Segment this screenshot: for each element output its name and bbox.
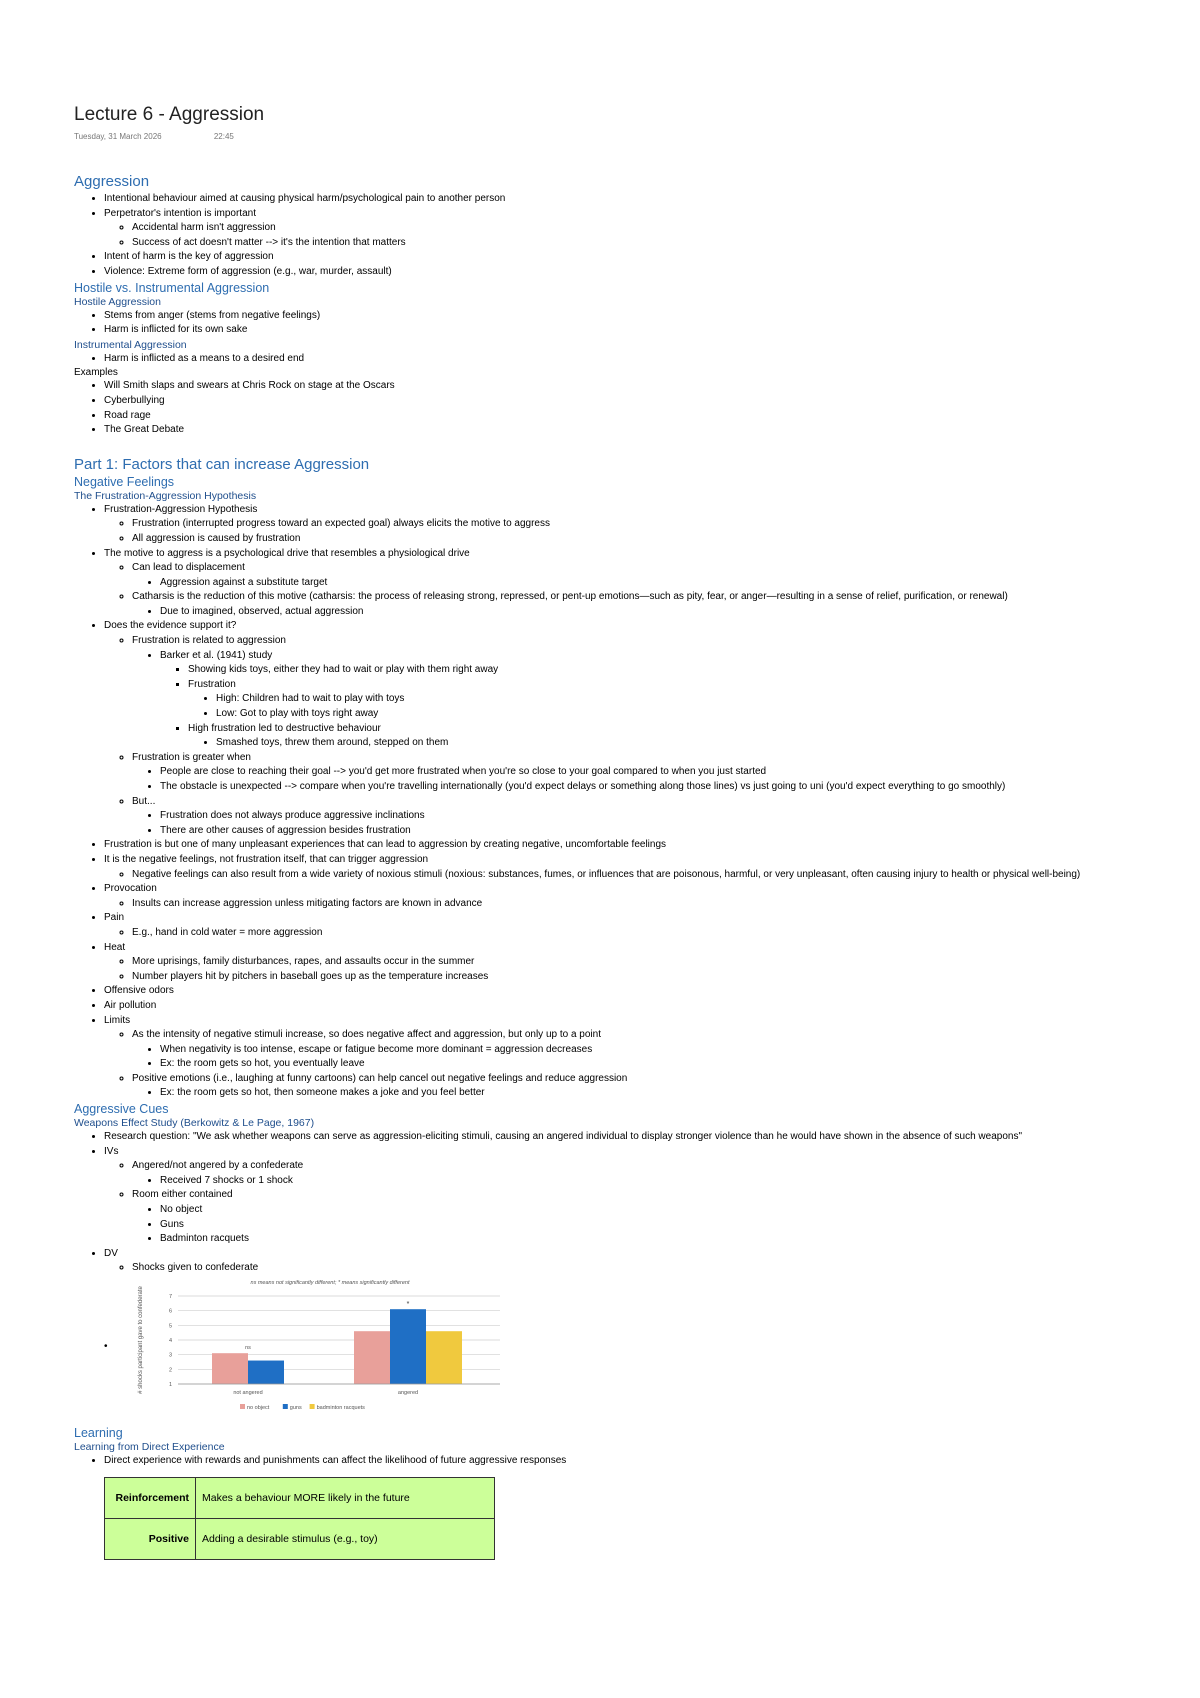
list-item: ◦ Positive emotions (i.e., laughing at funny cartoons) can help cancel out negative feelings and reduce aggression • Ex: the room gets so hot, then someone makes a joke and you feel better xyxy=(132,1072,1134,1101)
list-item: • Road rage xyxy=(104,409,1134,424)
legend-label: badminton racquets xyxy=(316,1405,365,1411)
examples-label: Examples xyxy=(74,367,118,379)
bar xyxy=(390,1309,426,1384)
list-item: ▪ High frustration led to destructive behaviour • Smashed toys, threw them around, stepped on them xyxy=(188,722,1134,751)
list-item: • Pain ◦ E.g., hand in cold water = more aggression xyxy=(104,911,1134,940)
note-page xyxy=(74,104,1134,1560)
table-cell: Adding a desirable stimulus (e.g., toy) xyxy=(196,1518,495,1559)
list-item: • When negativity is too intense, escape or fatigue become more dominant = aggression decreases xyxy=(160,1043,1134,1058)
bar xyxy=(426,1331,462,1384)
heading-instrumental: Instrumental Aggression xyxy=(74,338,187,351)
heading-weapons-study: Weapons Effect Study (Berkowitz & Le Page, 1967) xyxy=(74,1117,315,1130)
heading-part1: Part 1: Factors that can increase Aggression xyxy=(74,455,370,473)
instrumental-list xyxy=(74,352,1134,367)
list-item: • Harm is inflicted as a means to a desired end xyxy=(104,352,1134,367)
list-item: ◦ More uprisings, family disturbances, rapes, and assaults occur in the summer xyxy=(132,955,1134,970)
y-tick-label: 3 xyxy=(168,1352,172,1359)
heading-direct-experience: Learning from Direct Experience xyxy=(74,1441,225,1453)
list-item: • Frustration does not always produce aggressive inclinations xyxy=(160,809,1134,824)
y-tick-label: 6 xyxy=(168,1308,172,1315)
y-tick-label: 7 xyxy=(168,1294,172,1300)
list-item: • High: Children had to wait to play with toys xyxy=(216,692,1134,707)
list-item: ◦ Shocks given to confederate xyxy=(132,1261,1134,1276)
date-text: Tuesday, 31 March 2026 xyxy=(74,132,162,141)
learning-list xyxy=(74,1454,1134,1469)
page-title: Lecture 6 - Aggression xyxy=(74,104,265,125)
chart-list-item xyxy=(104,1276,1134,1416)
y-tick-label: 4 xyxy=(168,1338,172,1344)
list-item: ◦ All aggression is caused by frustration xyxy=(132,532,1134,547)
heading-negative-feelings: Negative Feelings xyxy=(74,474,175,489)
list-item: • Harm is inflicted for its own sake xyxy=(104,323,1134,338)
list-item: ◦ As the intensity of negative stimuli increase, so does negative affect and aggression, but only up to a point • When negativity is too intense, escape or fatigue become more dominant = aggression decreases • Ex: the room gets so hot, you eventually leave xyxy=(132,1028,1134,1072)
list-item: • Guns xyxy=(160,1218,1134,1233)
list-item: ▪ Showing kids toys, either they had to wait or play with them right away xyxy=(188,663,1134,678)
list-item: • Frustration-Aggression Hypothesis ◦ Frustration (interrupted progress toward an expected goal) always elicits the motive to aggress ◦ All aggression is caused by frustration xyxy=(104,503,1134,547)
list-item: ◦ Frustration is related to aggression • Barker et al. (1941) study ▪ Showing kids toys, either they had to wait or play with them right away ▪ Frustration • High: Children had to wait to play with toys • Low: Got to play with toys right away ▪ High frustration led to destructive behaviour • Smashed toys, threw them around, stepped on them xyxy=(132,634,1134,751)
bullet: • xyxy=(104,1340,108,1352)
hostile-list xyxy=(74,309,1134,338)
list-item: • The Great Debate xyxy=(104,423,1134,438)
list-item: ▪ Frustration • High: Children had to wait to play with toys • Low: Got to play with toys right away xyxy=(188,678,1134,722)
list-item: ◦ Insults can increase aggression unless mitigating factors are known in advance xyxy=(132,897,1134,912)
list-item: • Will Smith slaps and swears at Chris Rock on stage at the Oscars xyxy=(104,379,1134,394)
list-item: • Violence: Extreme form of aggression (e.g., war, murder, assault) xyxy=(104,265,1134,280)
list-item: • Stems from anger (stems from negative feelings) xyxy=(104,309,1134,324)
date-stamp xyxy=(74,132,1134,141)
x-tick-label: angered xyxy=(397,1390,419,1396)
list-item: • The obstacle is unexpected --> compare when you're travelling internationally (you'd expect delays or something along those lines) vs just going to uni (you'd expect everything to go smoothly) xyxy=(160,780,1134,795)
list-item: • Air pollution xyxy=(104,999,1134,1014)
list-item: • Research question: "We ask whether weapons can serve as aggression-eliciting stimuli, causing an angered individual to display stronger violence than he would have shown in the absence of such weapons" xyxy=(104,1130,1134,1145)
list-item: • No object xyxy=(160,1203,1134,1218)
heading-aggression: Aggression xyxy=(74,173,150,190)
list-item: ◦ Frustration (interrupted progress toward an expected goal) always elicits the motive to aggress xyxy=(132,517,1134,532)
chart-title: ns means not significantly different; * means significantly different xyxy=(250,1280,410,1286)
list-item: • People are close to reaching their goal --> you'd get more frustrated when you're so close to your goal compared to when you just started xyxy=(160,765,1134,780)
list-item: ◦ Can lead to displacement • Aggression against a substitute target xyxy=(132,561,1134,590)
list-item: ◦ But... • Frustration does not always produce aggressive inclinations • There are other causes of aggression besides frustration xyxy=(132,795,1134,839)
y-tick-label: 1 xyxy=(168,1382,172,1388)
x-tick-label: not angered xyxy=(233,1390,263,1396)
examples-list xyxy=(74,379,1134,437)
heading-aggressive-cues: Aggressive Cues xyxy=(74,1102,169,1117)
list-item: • Smashed toys, threw them around, stepped on them xyxy=(216,736,1134,751)
bar xyxy=(354,1331,390,1384)
list-item: ◦ Room either contained • No object • Guns • Badminton racquets xyxy=(132,1188,1134,1246)
list-item: • Aggression against a substitute target xyxy=(160,576,1134,591)
list-item: • Ex: the room gets so hot, you eventually leave xyxy=(160,1057,1134,1072)
list-item: ◦ Negative feelings can also result from a wide variety of noxious stimuli (noxious: substances, fumes, or influences that are poisonous, harmful, or very unpleasant, often causing injury to health or physical well-being) xyxy=(132,868,1134,883)
list-item: • Barker et al. (1941) study ▪ Showing kids toys, either they had to wait or play with them right away ▪ Frustration • High: Children had to wait to play with toys • Low: Got to play with toys right away ▪ High frustration led to destructive behaviour • Smashed toys, threw them around, stepped on them xyxy=(160,649,1134,751)
list-item: ◦ Number players hit by pitchers in baseball goes up as the temperature increases xyxy=(132,970,1134,985)
legend-swatch xyxy=(283,1404,288,1409)
list-item: ◦ Frustration is greater when • People are close to reaching their goal --> you'd get more frustrated when you're so close to your goal compared to when you just started • The obstacle is unexpected --> compare when you're travelling internationally (you'd expect delays or something along those lines) vs just going to uni (you'd expect everything to go smoothly) xyxy=(132,751,1134,795)
cues-list xyxy=(74,1130,1134,1276)
table-row xyxy=(105,1518,495,1559)
list-item: • There are other causes of aggression besides frustration xyxy=(160,824,1134,839)
list-item: ◦ Angered/not angered by a confederate • Received 7 shocks or 1 shock xyxy=(132,1159,1134,1188)
list-item: ◦ Accidental harm isn't aggression xyxy=(132,221,1134,236)
list-item: • Ex: the room gets so hot, then someone makes a joke and you feel better xyxy=(160,1086,1134,1101)
list-item: • IVs ◦ Angered/not angered by a confederate • Received 7 shocks or 1 shock ◦ Room either contained • No object • Guns • Badminton racquets xyxy=(104,1145,1134,1247)
list-item: • Low: Got to play with toys right away xyxy=(216,707,1134,722)
weapons-effect-chart xyxy=(130,1276,510,1416)
heading-frustration-aggression: The Frustration-Aggression Hypothesis xyxy=(74,489,257,502)
y-axis-label: # shocks participant gave to confederate xyxy=(138,1286,144,1394)
list-item: • Badminton racquets xyxy=(160,1232,1134,1247)
time-text: 22:45 xyxy=(213,132,234,141)
reinforcement-table xyxy=(104,1477,495,1560)
annotation-ns: ns xyxy=(245,1345,251,1352)
list-item: • Heat ◦ More uprisings, family disturbances, rapes, and assaults occur in the summer ◦ Number players hit by pitchers in baseball goes up as the temperature increases xyxy=(104,941,1134,985)
list-item: • Provocation ◦ Insults can increase aggression unless mitigating factors are known in advance xyxy=(104,882,1134,911)
list-item: • Received 7 shocks or 1 shock xyxy=(160,1174,1134,1189)
list-item: ◦ Success of act doesn't matter --> it's the intention that matters xyxy=(132,236,1134,251)
list-item: • Frustration is but one of many unpleasant experiences that can lead to aggression by creating negative, uncomfortable feelings xyxy=(104,838,1134,853)
frustration-list xyxy=(74,503,1134,1101)
bar xyxy=(248,1361,284,1384)
list-item: • Perpetrator's intention is important ◦ Accidental harm isn't aggression ◦ Success of act doesn't matter --> it's the intention that matters xyxy=(104,207,1134,251)
annotation-star: * xyxy=(406,1301,410,1309)
heading-hostile: Hostile Aggression xyxy=(74,295,161,308)
table-cell: Positive xyxy=(105,1518,196,1559)
legend-swatch xyxy=(310,1404,315,1409)
list-item: • Direct experience with rewards and punishments can affect the likelihood of future aggressive responses xyxy=(104,1454,1134,1469)
list-item: • Due to imagined, observed, actual aggression xyxy=(160,605,1134,620)
list-item: • Intentional behaviour aimed at causing physical harm/psychological pain to another person xyxy=(104,192,1134,207)
list-item: ◦ E.g., hand in cold water = more aggression xyxy=(132,926,1134,941)
list-item: • DV ◦ Shocks given to confederate xyxy=(104,1247,1134,1276)
heading-hostile-vs-instrumental: Hostile vs. Instrumental Aggression xyxy=(74,280,270,295)
table-row xyxy=(105,1477,495,1518)
legend-label: guns xyxy=(289,1405,302,1411)
list-item: • Offensive odors xyxy=(104,984,1134,999)
list-item: • It is the negative feelings, not frustration itself, that can trigger aggression ◦ Negative feelings can also result from a wide variety of noxious stimuli (noxious: substances, fumes, or influences that are poisonous, harmful, or very unpleasant, often causing injury to health or physical well-being) xyxy=(104,853,1134,882)
aggression-list xyxy=(74,192,1134,280)
heading-learning: Learning xyxy=(74,1426,123,1440)
list-item: • Cyberbullying xyxy=(104,394,1134,409)
list-item: • Does the evidence support it? ◦ Frustration is related to aggression • Barker et al. (1941) study ▪ Showing kids toys, either they had to wait or play with them right away ▪ Frustration • High: Children had to wait to play with toys • Low: Got to play with toys right away ▪ High frustration led to destructive behaviour • Smashed toys, threw them around, stepped on them ◦ Frustration is greater when • People are close to reaching their goal --> you'd get more frustrated when you're so close to your goal compared to when you just started • The obstacle is unexpected --> compare when you're travelling internationally (you'd expect delays or something along those lines) vs just going to uni (you'd expect everything to go smoothly) ◦ But... • Frustration does not always produce aggressive inclinations • There are other causes of aggression besides frustration xyxy=(104,619,1134,838)
table-cell: Makes a behaviour MORE likely in the future xyxy=(196,1477,495,1518)
list-item: • The motive to aggress is a psychological drive that resembles a physiological drive ◦ Can lead to displacement • Aggression against a substitute target ◦ Catharsis is the reduction of this motive (catharsis: the process of releasing strong, repressed, or pent-up emotions—such as pity, fear, or anger—resulting in a sense of relief, purification, or renewal) • Due to imagined, observed, actual aggression xyxy=(104,547,1134,620)
legend-swatch xyxy=(240,1404,245,1409)
list-item: ◦ Catharsis is the reduction of this motive (catharsis: the process of releasing strong, repressed, or pent-up emotions—such as pity, fear, or anger—resulting in a sense of relief, purification, or renewal) • Due to imagined, observed, actual aggression xyxy=(132,590,1134,619)
legend-label: no object xyxy=(247,1405,270,1411)
list-item: • Intent of harm is the key of aggression xyxy=(104,250,1134,265)
table-cell: Reinforcement xyxy=(105,1477,196,1518)
y-tick-label: 5 xyxy=(168,1323,172,1330)
list-item: • Limits ◦ As the intensity of negative stimuli increase, so does negative affect and aggression, but only up to a point • When negativity is too intense, escape or fatigue become more dominant = aggression decreases • Ex: the room gets so hot, you eventually leave ◦ Positive emotions (i.e., laughing at funny cartoons) can help cancel out negative feelings and reduce aggression • Ex: the room gets so hot, then someone makes a joke and you feel better xyxy=(104,1014,1134,1102)
bar xyxy=(212,1353,248,1384)
y-tick-label: 2 xyxy=(168,1367,172,1374)
